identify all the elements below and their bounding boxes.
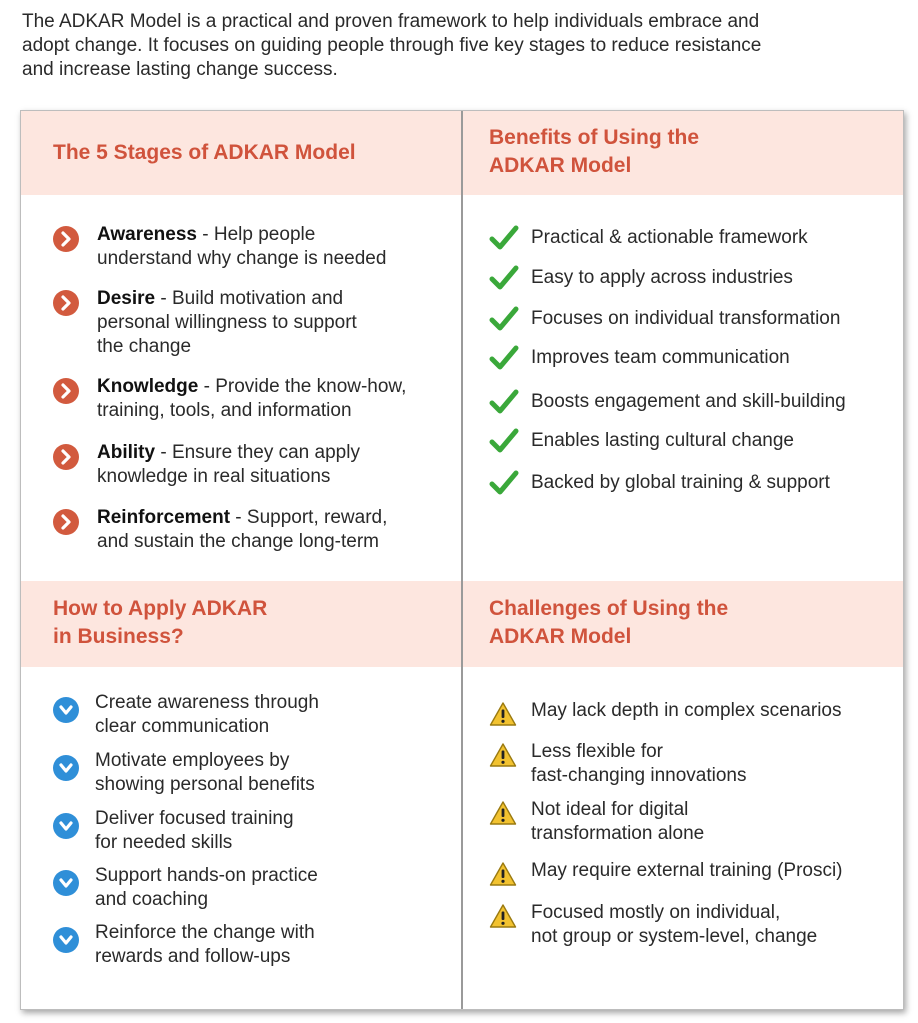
stage-desc: the change (97, 336, 192, 357)
apply-text: Deliver focused training (95, 808, 294, 829)
stage-item-ability (53, 441, 360, 489)
stage-term: Reinforcement (97, 507, 231, 528)
stage-desc: - Help people (197, 224, 316, 245)
challenge-item (489, 740, 746, 788)
stage-term: Knowledge (97, 376, 199, 397)
checkmark-icon (489, 388, 519, 416)
challenge-item (489, 699, 841, 723)
apply-item (53, 921, 315, 969)
stage-desc: - Build motivation and (155, 288, 344, 309)
intro-line: and increase lasting change success. (22, 59, 338, 80)
apply-item (53, 864, 318, 912)
apply-text: for needed skills (95, 832, 233, 853)
challenges-section-title: Challenges of Using the ADKAR Model (463, 581, 903, 667)
stage-term: Awareness (97, 224, 197, 245)
chevron-right-circle-icon (53, 226, 79, 252)
benefit-item (489, 471, 830, 495)
challenge-text: Not ideal for digital (531, 799, 689, 820)
stage-desc: knowledge in real situations (97, 466, 331, 487)
apply-item (53, 807, 294, 855)
checkmark-icon (489, 224, 519, 252)
challenge-text: not group or system-level, change (531, 926, 818, 947)
apply-text: Create awareness through (95, 692, 319, 713)
stage-item-knowledge (53, 375, 406, 423)
apply-text: Reinforce the change with (95, 922, 315, 943)
warning-triangle-icon (489, 800, 517, 826)
apply-text: clear communication (95, 716, 270, 737)
stages-section-title: The 5 Stages of ADKAR Model (21, 111, 461, 195)
chevron-right-circle-icon (53, 509, 79, 535)
stage-desc: - Provide the know-how, (198, 376, 407, 397)
checkmark-icon (489, 427, 519, 455)
benefit-text: Improves team communication (531, 347, 790, 368)
chevron-down-circle-icon (53, 755, 79, 781)
warning-triangle-icon (489, 742, 517, 768)
intro-paragraph (22, 10, 902, 82)
benefit-item (489, 390, 846, 414)
challenge-text: May require external training (Prosci) (531, 860, 843, 881)
benefit-text: Enables lasting cultural change (531, 430, 795, 451)
apply-text: showing personal benefits (95, 774, 315, 795)
benefit-text: Focuses on individual transformation (531, 308, 841, 329)
challenge-text: fast-changing innovations (531, 765, 747, 786)
apply-text: Motivate employees by (95, 750, 290, 771)
chevron-right-circle-icon (53, 290, 79, 316)
adkar-infographic-card (20, 110, 904, 1010)
apply-text: Support hands-on practice (95, 865, 318, 886)
chevron-down-circle-icon (53, 870, 79, 896)
benefit-text: Practical & actionable framework (531, 227, 808, 248)
benefit-item (489, 346, 790, 370)
stage-desc: training, tools, and information (97, 400, 352, 421)
stage-desc: and sustain the change long-term (97, 531, 380, 552)
checkmark-icon (489, 305, 519, 333)
chevron-right-circle-icon (53, 378, 79, 404)
chevron-down-circle-icon (53, 697, 79, 723)
chevron-down-circle-icon (53, 927, 79, 953)
apply-section-title: How to Apply ADKAR in Business? (21, 581, 461, 667)
benefit-item (489, 226, 808, 250)
checkmark-icon (489, 264, 519, 292)
chevron-down-circle-icon (53, 813, 79, 839)
warning-triangle-icon (489, 861, 517, 887)
benefit-text: Easy to apply across industries (531, 267, 793, 288)
warning-triangle-icon (489, 701, 517, 727)
challenge-item (489, 859, 843, 883)
benefit-item (489, 429, 794, 453)
stage-desc: - Support, reward, (230, 507, 388, 528)
apply-text: rewards and follow-ups (95, 946, 291, 967)
benefit-text: Backed by global training & support (531, 472, 830, 493)
stage-item-awareness (53, 223, 386, 271)
stage-desc: understand why change is needed (97, 248, 387, 269)
benefit-text: Boosts engagement and skill-building (531, 391, 846, 412)
challenge-text: Focused mostly on individual, (531, 902, 781, 923)
checkmark-icon (489, 469, 519, 497)
stage-item-reinforcement (53, 506, 387, 554)
benefit-item (489, 307, 840, 331)
stage-term: Desire (97, 288, 156, 309)
benefits-section-title: Benefits of Using the ADKAR Model (463, 111, 903, 195)
benefit-item (489, 266, 793, 290)
apply-item (53, 691, 319, 739)
column-divider (461, 111, 463, 1009)
stage-desc: - Ensure they can apply (155, 442, 360, 463)
stage-desc: personal willingness to support (97, 312, 357, 333)
stage-item-desire (53, 287, 357, 359)
intro-line: The ADKAR Model is a practical and proven framework to help individuals embrace and (22, 11, 760, 32)
challenge-text: Less flexible for (531, 741, 664, 762)
challenge-item (489, 901, 817, 949)
challenge-item (489, 798, 704, 846)
chevron-right-circle-icon (53, 444, 79, 470)
apply-item (53, 749, 315, 797)
challenge-text: May lack depth in complex scenarios (531, 700, 842, 721)
warning-triangle-icon (489, 903, 517, 929)
checkmark-icon (489, 344, 519, 372)
apply-text: and coaching (95, 889, 209, 910)
challenge-text: transformation alone (531, 823, 705, 844)
intro-line: adopt change. It focuses on guiding people through five key stages to reduce resistance (22, 35, 762, 56)
stage-term: Ability (97, 442, 156, 463)
